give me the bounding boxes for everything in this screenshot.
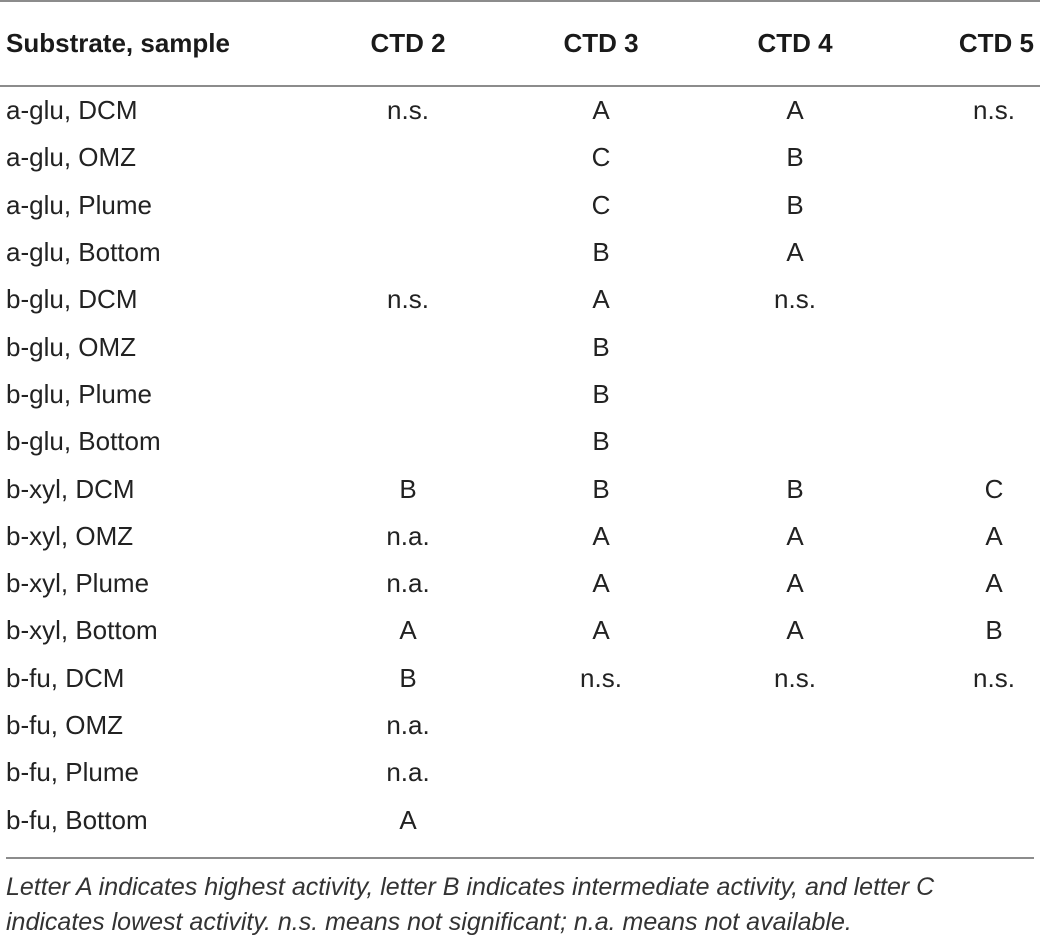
cell-ctd-2: A [399, 804, 417, 835]
cell-ctd-5: A [985, 520, 1003, 551]
cell-ctd-3: B [592, 426, 610, 457]
cell-ctd-2: n.s. [387, 284, 429, 315]
cell-substrate-sample: a-glu, DCM [6, 95, 138, 126]
cell-substrate-sample: b-fu, Bottom [6, 804, 148, 835]
cell-substrate-sample: b-xyl, OMZ [6, 520, 134, 551]
cell-ctd-4 [698, 796, 892, 843]
cell-ctd-3: B [592, 473, 610, 504]
cell-ctd-3: A [592, 95, 610, 126]
cell-ctd-2: B [399, 473, 417, 504]
cell-substrate-sample: b-glu, Plume [6, 378, 152, 409]
cell-ctd-4: A [786, 237, 804, 268]
table-row [0, 749, 1040, 796]
cell-ctd-4: B [786, 189, 804, 220]
table-row [0, 465, 1040, 512]
cell-substrate-sample: b-xyl, DCM [6, 473, 135, 504]
cell-substrate-sample: b-glu, DCM [6, 284, 138, 315]
cell-ctd-3: A [592, 615, 610, 646]
cell-ctd-5 [892, 749, 1040, 796]
table-row [0, 796, 1040, 843]
cell-ctd-3: B [592, 237, 610, 268]
table-row [0, 371, 1040, 418]
cell-ctd-2 [312, 418, 504, 465]
header-ctd-4: CTD 4 [698, 1, 892, 86]
cell-ctd-2: n.s. [387, 95, 429, 126]
table-row [0, 655, 1040, 702]
cell-ctd-5: B [985, 615, 1003, 646]
cell-ctd-5 [892, 702, 1040, 749]
cell-ctd-3: n.s. [580, 662, 622, 693]
cell-ctd-2: n.a. [386, 710, 430, 740]
cell-substrate-sample: a-glu, Plume [6, 189, 152, 220]
cell-ctd-5 [892, 371, 1040, 418]
cell-ctd-5 [892, 134, 1040, 181]
table-row [0, 418, 1040, 465]
cell-ctd-4: B [786, 142, 804, 173]
table-row [0, 182, 1040, 229]
cell-ctd-5: n.s. [973, 662, 1015, 693]
cell-ctd-3 [504, 702, 698, 749]
cell-ctd-4 [698, 418, 892, 465]
table-bottom-rule [6, 857, 1034, 859]
header-ctd-5: CTD 5 [892, 1, 1040, 86]
cell-substrate-sample: b-fu, OMZ [6, 710, 124, 740]
cell-ctd-2 [312, 371, 504, 418]
cell-ctd-2: B [399, 662, 417, 693]
cell-substrate-sample: a-glu, Bottom [6, 237, 161, 268]
cell-ctd-4: A [786, 568, 804, 599]
cell-ctd-4 [698, 749, 892, 796]
cell-substrate-sample: b-glu, Bottom [6, 426, 161, 457]
cell-substrate-sample: b-fu, Plume [6, 757, 139, 788]
cell-ctd-2: n.a. [386, 757, 430, 788]
table-header [0, 1, 1040, 86]
table-body [0, 86, 1040, 844]
cell-ctd-5 [892, 182, 1040, 229]
table-row [0, 276, 1040, 323]
cell-ctd-2: n.a. [386, 568, 430, 599]
header-row [0, 1, 1040, 86]
cell-ctd-3 [504, 749, 698, 796]
table-row [0, 560, 1040, 607]
cell-ctd-5 [892, 418, 1040, 465]
cell-ctd-3 [504, 796, 698, 843]
cell-ctd-5: C [984, 473, 1004, 504]
cell-ctd-3: A [592, 568, 610, 599]
table-row [0, 229, 1040, 276]
cell-ctd-2 [312, 323, 504, 370]
cell-ctd-2 [312, 182, 504, 229]
table-row [0, 323, 1040, 370]
table-footnote: Letter A indicates highest activity, letter B indicates intermediate activity, and letter C indicates lowest activity. n.s. means not significant; n.a. means not available. [6, 873, 935, 936]
cell-ctd-3: B [592, 378, 610, 409]
cell-ctd-2 [312, 229, 504, 276]
table-row [0, 607, 1040, 654]
cell-ctd-4: B [786, 473, 804, 504]
cell-ctd-4: A [786, 615, 804, 646]
cell-ctd-5: A [985, 568, 1003, 599]
cell-substrate-sample: b-fu, DCM [6, 662, 125, 693]
cell-ctd-5: n.s. [973, 95, 1015, 126]
header-substrate-sample: Substrate, sample [0, 1, 312, 86]
table-row [0, 134, 1040, 181]
table-row [0, 513, 1040, 560]
cell-ctd-2: n.a. [386, 520, 430, 551]
header-ctd-3: CTD 3 [504, 1, 698, 86]
cell-ctd-5 [892, 229, 1040, 276]
cell-substrate-sample: b-xyl, Bottom [6, 615, 158, 646]
cell-ctd-5 [892, 796, 1040, 843]
cell-ctd-4: A [786, 95, 804, 126]
cell-ctd-5 [892, 276, 1040, 323]
cell-ctd-2 [312, 134, 504, 181]
cell-substrate-sample: a-glu, OMZ [6, 142, 137, 173]
cell-ctd-4: n.s. [774, 284, 816, 315]
cell-substrate-sample: b-glu, OMZ [6, 331, 137, 362]
cell-ctd-2: A [399, 615, 417, 646]
table-row [0, 86, 1040, 134]
cell-ctd-4: A [786, 520, 804, 551]
cell-ctd-5 [892, 323, 1040, 370]
cell-ctd-3: C [591, 189, 611, 220]
cell-ctd-4 [698, 323, 892, 370]
cell-ctd-4 [698, 371, 892, 418]
cell-ctd-4 [698, 702, 892, 749]
cell-substrate-sample: b-xyl, Plume [6, 568, 150, 599]
table-row [0, 702, 1040, 749]
cell-ctd-3: A [592, 284, 610, 315]
cell-ctd-3: C [591, 142, 611, 173]
cell-ctd-3: B [592, 331, 610, 362]
cell-ctd-3: A [592, 520, 610, 551]
cell-ctd-4: n.s. [774, 662, 816, 693]
header-ctd-2: CTD 2 [312, 1, 504, 86]
